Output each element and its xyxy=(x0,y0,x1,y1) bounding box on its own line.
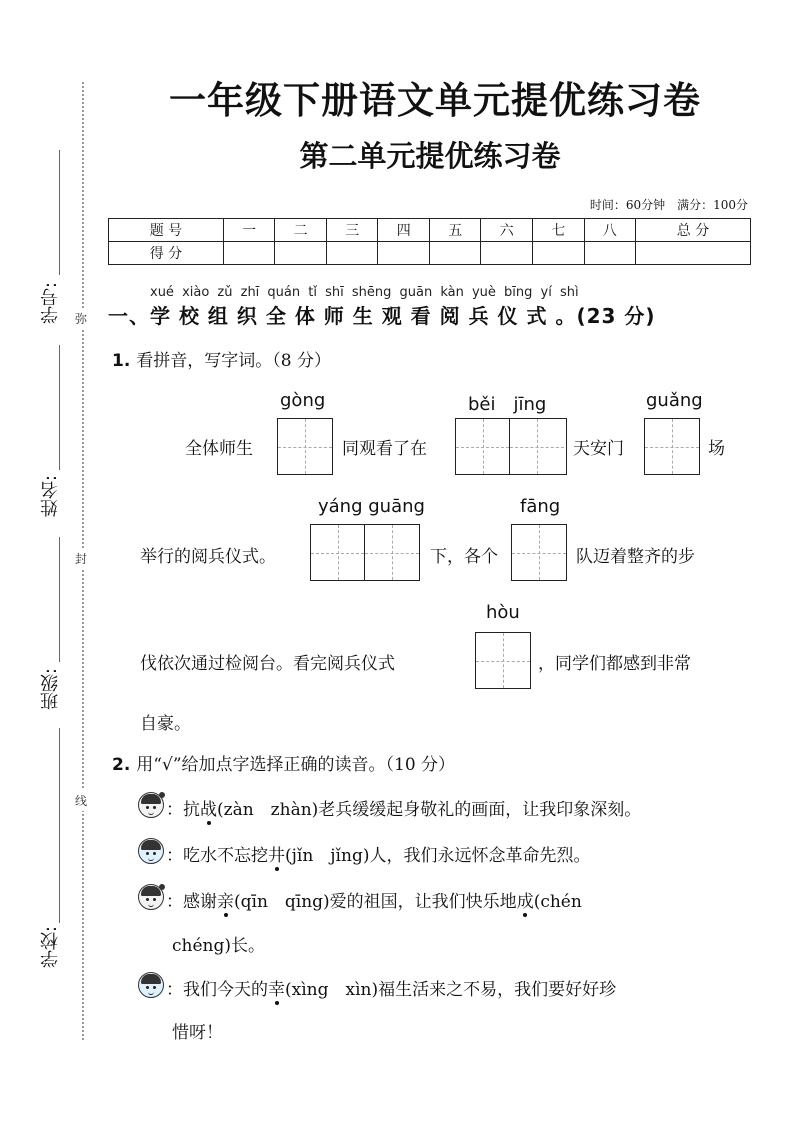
dotted-char: 幸 xyxy=(268,975,285,1000)
score-cell[interactable] xyxy=(275,242,327,265)
score-col: 八 xyxy=(584,219,636,242)
writing-box-hou[interactable] xyxy=(475,632,531,689)
dotted-char: 战 xyxy=(200,795,217,820)
q2-item-1: ：抗战(zàn zhàn)老兵缓缓起身敬礼的画面，让我印象深刻。 xyxy=(166,795,641,820)
question-number: 1. xyxy=(112,351,131,371)
score-col: 五 xyxy=(429,219,481,242)
writing-cell[interactable] xyxy=(365,525,419,580)
girl-avatar-icon xyxy=(138,792,164,818)
question-1 xyxy=(112,346,331,371)
question-text: 用“√”给加点字选择正确的读音。（10 分） xyxy=(136,755,456,775)
question-2 xyxy=(112,750,455,775)
score-col-total: 总 分 xyxy=(636,219,751,242)
score-cell[interactable] xyxy=(481,242,533,265)
writing-box-beijing[interactable] xyxy=(455,418,567,475)
score-row-label: 得 分 xyxy=(109,242,224,265)
section-pinyin: xué xiào zǔ zhī quán tǐ shī shēng guān kàn yuè bīng yí shì xyxy=(150,285,579,300)
q2-item-3-cont: chéng)长。 xyxy=(172,936,265,956)
passage-text: 队迈着整齐的步 xyxy=(576,547,695,567)
q2-item-4-cont: 惜呀！ xyxy=(172,1023,223,1043)
name-label: 姓名: xyxy=(40,475,61,518)
dotted-char: 井 xyxy=(268,841,285,866)
school-label: 学校: xyxy=(40,926,61,969)
seal-mark-feng: 封 xyxy=(75,548,87,569)
passage-text: 全体师生 xyxy=(185,439,253,459)
passage-text: 场 xyxy=(708,439,725,459)
writing-cell[interactable] xyxy=(311,525,365,580)
writing-cell[interactable] xyxy=(278,419,332,474)
boy-avatar-icon xyxy=(138,838,164,864)
id-underline xyxy=(59,150,60,275)
question-number: 2. xyxy=(112,755,131,775)
boy-avatar-icon xyxy=(138,972,164,998)
question-text: 看拼音，写字词。（8 分） xyxy=(136,351,332,371)
passage-text: 同观看了在 xyxy=(342,439,427,459)
girl-avatar-icon xyxy=(138,884,164,910)
passage-text: ，同学们都感到非常 xyxy=(538,654,691,674)
writing-box-yangguang[interactable] xyxy=(310,524,420,581)
name-underline xyxy=(59,345,60,470)
pinyin-guang: guǎng xyxy=(646,390,703,411)
pinyin-gong: gòng xyxy=(280,390,326,411)
school-underline xyxy=(59,728,60,923)
score-col: 一 xyxy=(223,219,275,242)
writing-box-fang[interactable] xyxy=(511,524,567,581)
page-subtitle: 第二单元提优练习卷 xyxy=(299,139,561,173)
score-col: 四 xyxy=(378,219,430,242)
pinyin-fang: fāng xyxy=(520,496,561,517)
score-cell[interactable] xyxy=(429,242,481,265)
q2-item-4: ：我们今天的幸(xìng xìn)福生活来之不易，我们要好好珍 xyxy=(166,975,616,1000)
score-table-score-row xyxy=(109,242,751,265)
page-title: 一年级下册语文单元提优练习卷 xyxy=(169,79,701,122)
writing-cell[interactable] xyxy=(512,525,566,580)
seal-mark-mi: 弥 xyxy=(75,308,87,329)
score-col: 三 xyxy=(326,219,378,242)
score-cell[interactable] xyxy=(636,242,751,265)
passage-text: 伐依次通过检阅台。看完阅兵仪式 xyxy=(140,654,395,674)
dotted-char: 成 xyxy=(517,887,534,912)
dotted-char: 亲 xyxy=(217,887,234,912)
writing-cell[interactable] xyxy=(645,419,699,474)
passage-text: 举行的阅兵仪式。 xyxy=(140,547,276,567)
q2-item-2: ：吃水不忘挖井(jǐn jǐng)人，我们永远怀念革命先烈。 xyxy=(166,841,590,866)
score-cell[interactable] xyxy=(378,242,430,265)
writing-cell[interactable] xyxy=(510,419,564,474)
score-col: 六 xyxy=(481,219,533,242)
writing-cell[interactable] xyxy=(476,633,530,688)
score-col: 七 xyxy=(533,219,585,242)
pinyin-yangguang: yáng guāng xyxy=(318,496,425,517)
student-id-label: 学号: xyxy=(40,282,61,325)
writing-box-gong[interactable] xyxy=(277,418,333,475)
section-title: 一、学 校 组 织 全 体 师 生 观 看 阅 兵 仪 式 。(23 分) xyxy=(108,304,656,328)
score-cell[interactable] xyxy=(223,242,275,265)
score-cell[interactable] xyxy=(326,242,378,265)
score-cell[interactable] xyxy=(533,242,585,265)
score-cell[interactable] xyxy=(584,242,636,265)
class-underline xyxy=(59,537,60,662)
class-label: 班级: xyxy=(40,668,61,711)
score-row-label: 题 号 xyxy=(109,219,224,242)
writing-cell[interactable] xyxy=(456,419,510,474)
q2-item-3: ：感谢亲(qīn qīng)爱的祖国，让我们快乐地成(chén xyxy=(166,887,582,912)
passage-text: 下，各个 xyxy=(430,547,498,567)
writing-box-guang[interactable] xyxy=(644,418,700,475)
passage-text: 天安门 xyxy=(573,439,624,459)
pinyin-hou: hòu xyxy=(486,602,520,623)
score-table-header-row xyxy=(109,219,751,242)
time-info: 时间：60分钟 满分：100分 xyxy=(589,198,748,212)
score-table xyxy=(108,218,751,265)
pinyin-beijing: běi jīng xyxy=(468,394,547,415)
seal-mark-xian: 线 xyxy=(75,790,87,811)
score-col: 二 xyxy=(275,219,327,242)
passage-text: 自豪。 xyxy=(140,714,191,734)
